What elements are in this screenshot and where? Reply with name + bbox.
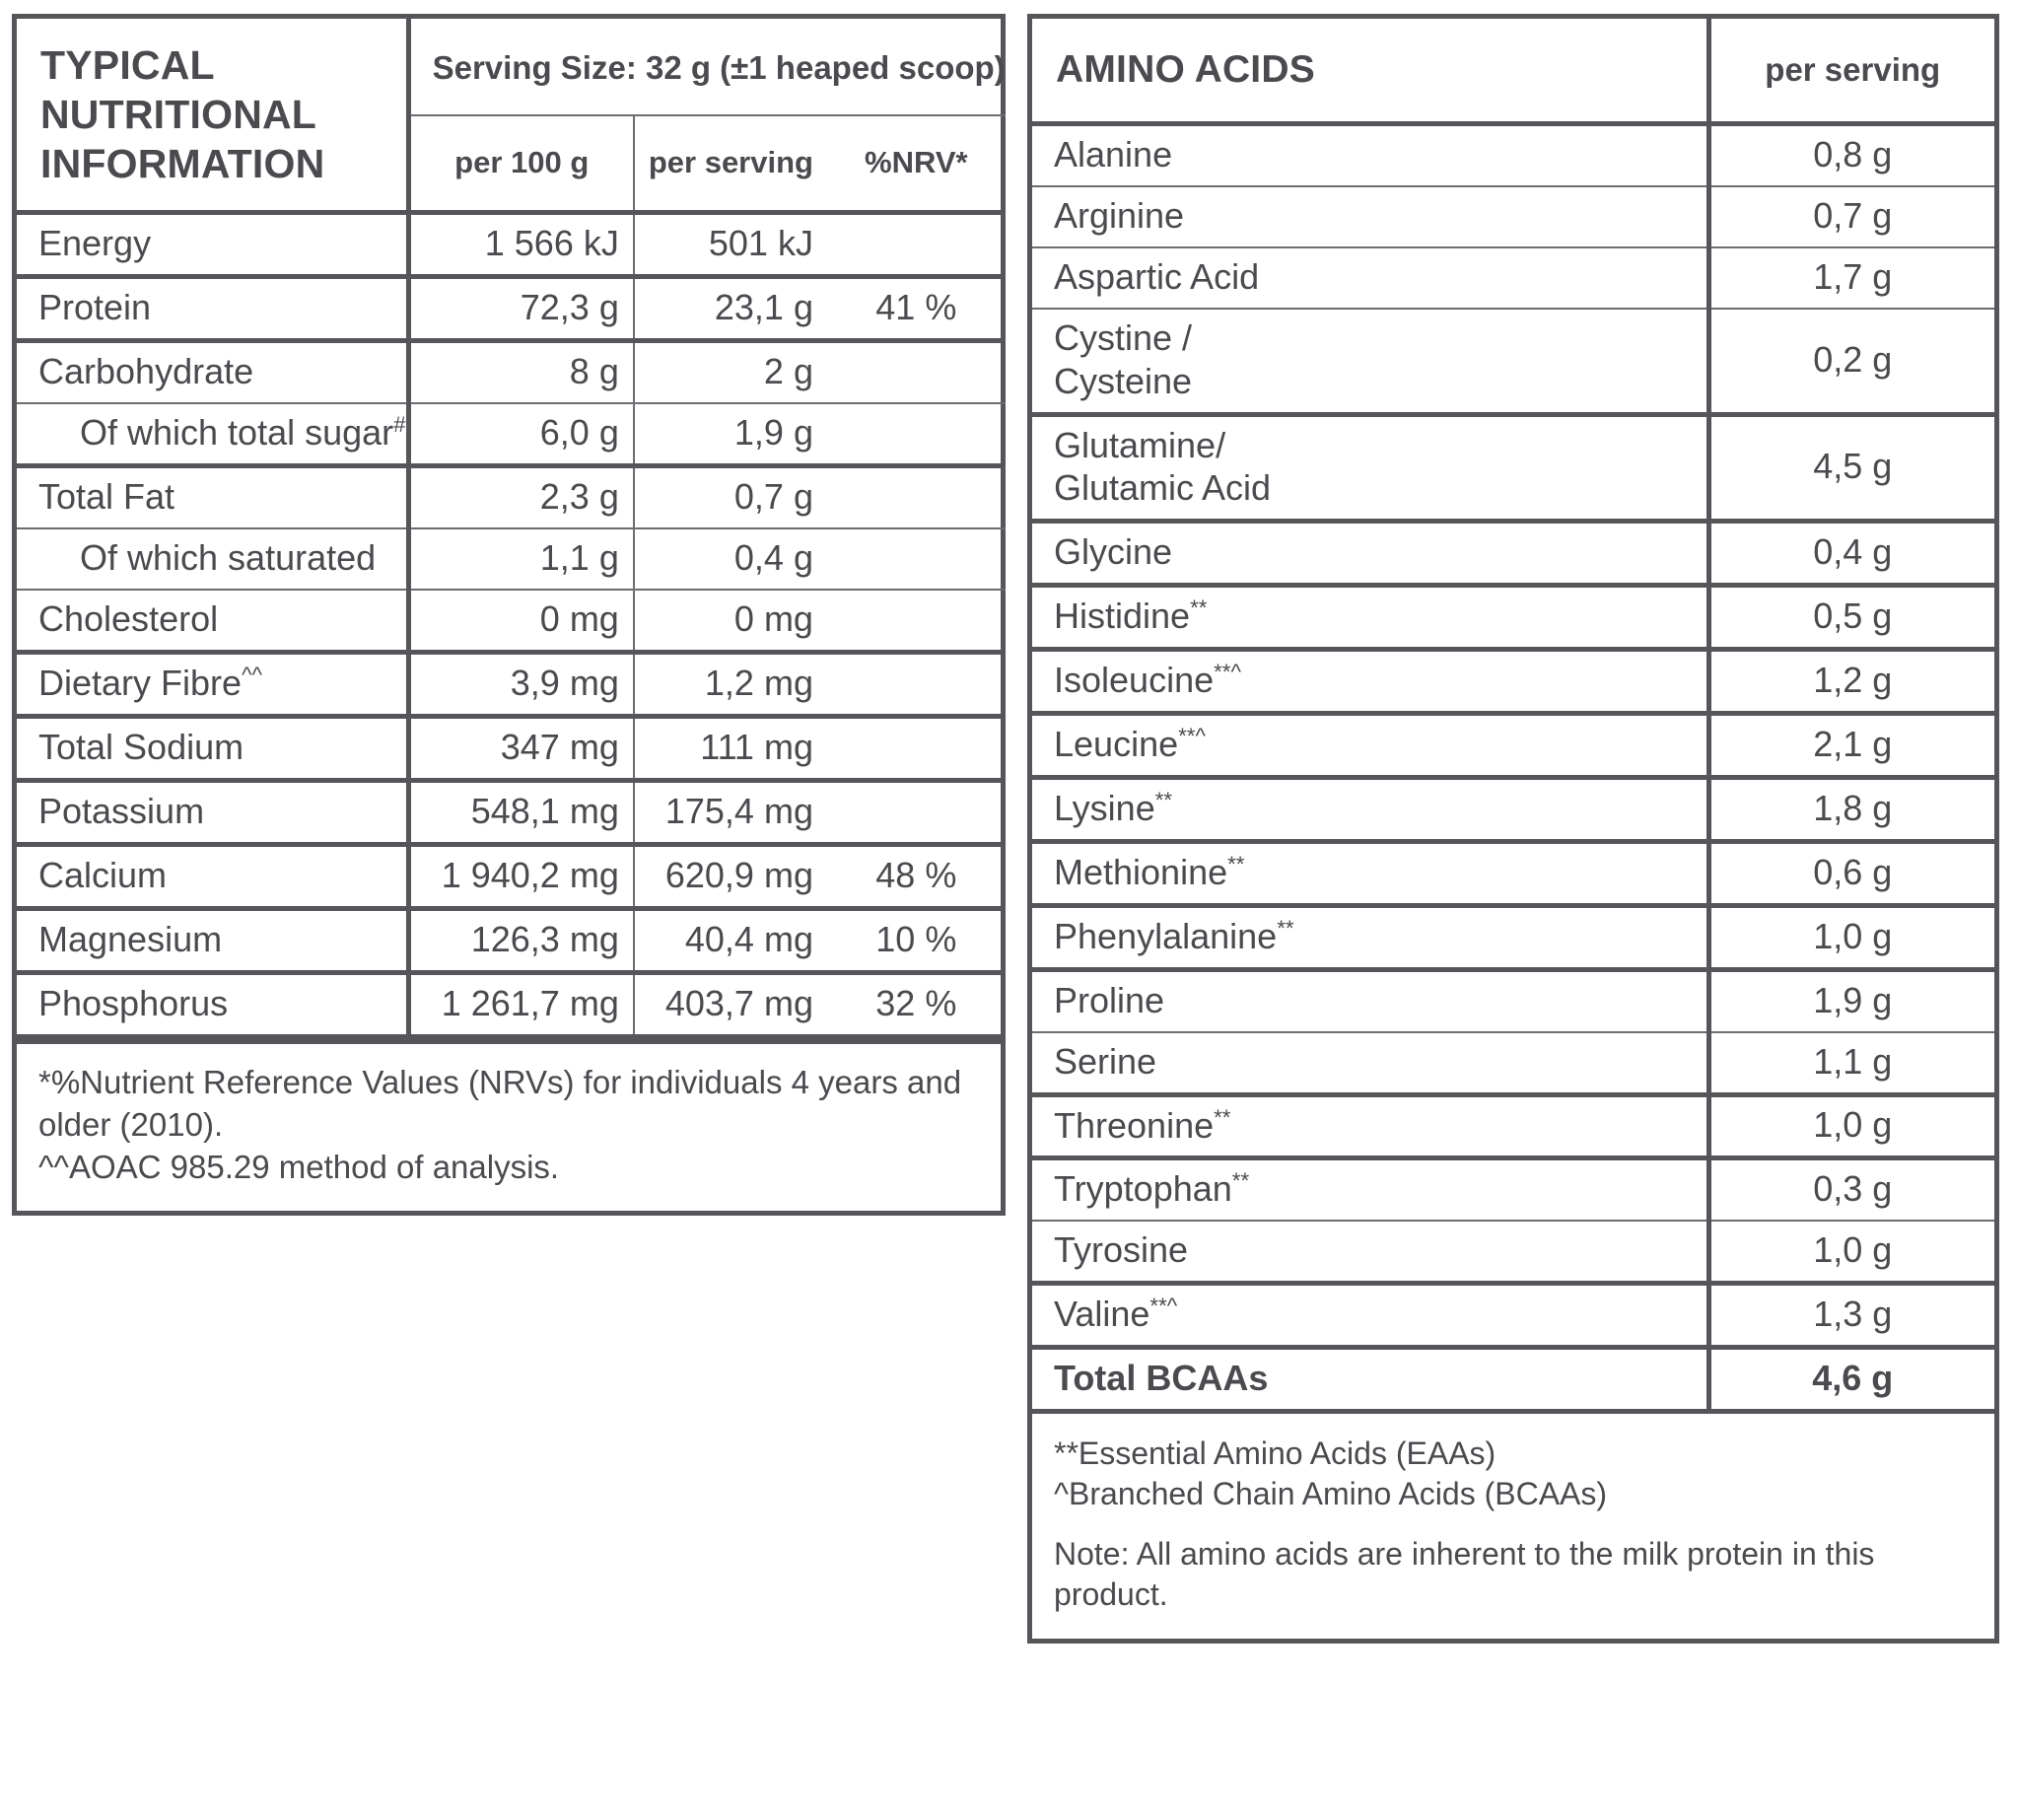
nutrient-value-nrv xyxy=(827,781,1006,845)
nutrient-value-nrv xyxy=(827,717,1006,781)
footnote-eaa: **Essential Amino Acids (EAAs) xyxy=(1054,1435,1497,1472)
nutritional-information-panel xyxy=(12,14,1006,1216)
amino-acid-value: 0,8 g xyxy=(1708,124,1994,186)
amino-acid-value: 0,4 g xyxy=(1708,522,1994,586)
table-row xyxy=(17,590,1006,653)
amino-acid-value: 1,8 g xyxy=(1708,777,1994,841)
table-row xyxy=(17,653,1006,717)
nutrient-value-per-serving: 501 kJ xyxy=(634,213,827,277)
amino-acids-footnotes xyxy=(1032,1414,1994,1639)
amino-acids-title: AMINO ACIDS xyxy=(1032,19,1708,124)
nutrient-value-nrv: 10 % xyxy=(827,909,1006,973)
table-row xyxy=(17,403,1006,466)
table-row xyxy=(17,213,1006,277)
column-header-per-100g: per 100 g xyxy=(408,115,634,210)
table-row xyxy=(17,973,1006,1037)
table-row xyxy=(1032,969,1994,1031)
amino-acid-value: 1,3 g xyxy=(1708,1284,1994,1348)
nutrient-value-per-serving: 23,1 g xyxy=(634,277,827,341)
nutrient-label: Carbohydrate xyxy=(17,341,408,404)
amino-acids-table xyxy=(1032,19,1994,1409)
amino-acids-panel xyxy=(1027,14,1999,1644)
amino-acid-value: 1,9 g xyxy=(1708,969,1994,1031)
amino-acid-name: Alanine xyxy=(1032,124,1708,186)
nutrient-value-per-100g: 8 g xyxy=(408,341,634,404)
nutrient-value-per-100g: 1,1 g xyxy=(408,528,634,590)
amino-acid-name: Histidine** xyxy=(1032,586,1708,650)
column-header-nrv: %NRV* xyxy=(865,144,968,179)
table-row xyxy=(1032,714,1994,778)
amino-acid-name: Methionine** xyxy=(1032,841,1708,905)
amino-acid-name: Leucine**^ xyxy=(1032,714,1708,778)
amino-acid-name: Serine xyxy=(1032,1032,1708,1094)
table-row xyxy=(1032,1221,1994,1283)
table-row xyxy=(1032,841,1994,905)
nutritional-information-title: TYPICAL NUTRITIONAL INFORMATION xyxy=(17,19,408,210)
amino-acid-value: 1,7 g xyxy=(1708,247,1994,309)
nutrient-label: Dietary Fibre^^ xyxy=(17,653,408,717)
nutrient-value-per-100g: 6,0 g xyxy=(408,403,634,466)
table-row xyxy=(17,528,1006,590)
table-row xyxy=(17,717,1006,781)
nutrient-label: Calcium xyxy=(17,845,408,909)
nutrient-value-per-100g: 1 566 kJ xyxy=(408,213,634,277)
footnote-nrv: *%Nutrient Reference Values (NRVs) for individuals 4 years and older (2010). xyxy=(38,1064,962,1143)
amino-acid-value: 4,5 g xyxy=(1708,414,1994,522)
nutrient-value-per-serving: 111 mg xyxy=(634,717,827,781)
nutrient-label: Total Sodium xyxy=(17,717,408,781)
table-row xyxy=(1032,1094,1994,1158)
nutrient-value-per-serving: 175,4 mg xyxy=(634,781,827,845)
table-row xyxy=(17,781,1006,845)
nutrient-value-nrv xyxy=(827,590,1006,653)
table-row xyxy=(17,909,1006,973)
amino-acid-value: 1,0 g xyxy=(1708,1094,1994,1158)
amino-acid-value: 4,6 g xyxy=(1812,1358,1894,1399)
amino-acid-name: Total BCAAs xyxy=(1032,1348,1708,1409)
nutrient-value-per-serving: 0 mg xyxy=(634,590,827,653)
amino-acid-value: 0,5 g xyxy=(1708,586,1994,650)
amino-acid-value: 1,1 g xyxy=(1708,1032,1994,1094)
table-row xyxy=(1032,905,1994,969)
footnote-aoac: ^^AOAC 985.29 method of analysis. xyxy=(38,1148,560,1185)
table-row xyxy=(1032,124,1994,186)
table-row xyxy=(1032,650,1994,714)
nutritional-information-table xyxy=(17,19,1006,1039)
table-row xyxy=(1032,186,1994,247)
amino-acid-name: Proline xyxy=(1032,969,1708,1031)
serving-size-label: Serving Size: 32 g (±1 heaped scoop) xyxy=(408,19,1006,115)
table-row xyxy=(1032,309,1994,414)
table-row xyxy=(17,277,1006,341)
amino-acid-value: 1,0 g xyxy=(1708,1221,1994,1283)
table-row xyxy=(17,341,1006,404)
amino-acid-name: Threonine** xyxy=(1032,1094,1708,1158)
nutrition-footnotes xyxy=(17,1044,1001,1211)
nutrient-label: Phosphorus xyxy=(17,973,408,1037)
table-row xyxy=(1032,1158,1994,1221)
nutrient-value-per-100g: 548,1 mg xyxy=(408,781,634,845)
table-row xyxy=(1032,586,1994,650)
nutrient-value-per-serving: 620,9 mg xyxy=(634,845,827,909)
amino-acid-name: Tryptophan** xyxy=(1032,1158,1708,1221)
nutrient-label: Of which saturated xyxy=(17,528,408,590)
table-row xyxy=(17,466,1006,529)
nutrient-value-nrv: 41 % xyxy=(827,277,1006,341)
table-row xyxy=(1032,247,1994,309)
nutrient-label: Cholesterol xyxy=(17,590,408,653)
amino-acid-name: Glutamine/ Glutamic Acid xyxy=(1032,414,1708,522)
nutrient-value-per-100g: 1 261,7 mg xyxy=(408,973,634,1037)
amino-acid-value: 0,2 g xyxy=(1708,309,1994,414)
nutrient-value-per-100g: 1 940,2 mg xyxy=(408,845,634,909)
amino-acid-value: 2,1 g xyxy=(1708,714,1994,778)
nutrient-value-nrv xyxy=(827,653,1006,717)
amino-acid-value: 0,3 g xyxy=(1708,1158,1994,1221)
amino-acid-value: 0,7 g xyxy=(1708,186,1994,247)
column-header-per-serving: per serving xyxy=(648,144,813,179)
nutrient-label: Of which total sugar# xyxy=(17,403,408,466)
nutrient-value-per-serving: 1,9 g xyxy=(634,403,827,466)
nutrient-label: Protein xyxy=(17,277,408,341)
nutrient-label: Energy xyxy=(17,213,408,277)
amino-acids-column-header: per serving xyxy=(1708,19,1994,124)
table-row xyxy=(1032,777,1994,841)
table-row xyxy=(1032,522,1994,586)
amino-acid-name: Aspartic Acid xyxy=(1032,247,1708,309)
table-row xyxy=(1032,1032,1994,1094)
nutrient-value-per-100g: 72,3 g xyxy=(408,277,634,341)
nutrient-value-per-serving: 1,2 mg xyxy=(634,653,827,717)
amino-acid-name: Valine**^ xyxy=(1032,1284,1708,1348)
amino-acid-name: Lysine** xyxy=(1032,777,1708,841)
nutrient-value-nrv xyxy=(827,213,1006,277)
table-row xyxy=(1032,414,1994,522)
nutrient-value-per-serving: 40,4 mg xyxy=(634,909,827,973)
nutrient-value-per-100g: 347 mg xyxy=(408,717,634,781)
table-row xyxy=(1032,1284,1994,1348)
amino-acids-header-row xyxy=(1032,19,1994,124)
footnote-bcaa: ^Branched Chain Amino Acids (BCAAs) xyxy=(1054,1475,1608,1511)
nutrient-value-nrv xyxy=(827,466,1006,529)
amino-acid-name: Phenylalanine** xyxy=(1032,905,1708,969)
nutrient-value-nrv: 32 % xyxy=(827,973,1006,1037)
table-row xyxy=(17,845,1006,909)
nutrient-value-nrv: 48 % xyxy=(827,845,1006,909)
amino-acid-name: Arginine xyxy=(1032,186,1708,247)
amino-acid-name: Cystine / Cysteine xyxy=(1032,309,1708,414)
nutrient-value-per-serving: 0,4 g xyxy=(634,528,827,590)
nutrient-value-per-100g: 126,3 mg xyxy=(408,909,634,973)
nutrient-label: Magnesium xyxy=(17,909,408,973)
total-bcaas-row xyxy=(1032,1348,1994,1409)
nutrient-value-nrv xyxy=(827,403,1006,466)
amino-acid-name: Glycine xyxy=(1032,522,1708,586)
nutrient-value-nrv xyxy=(827,528,1006,590)
amino-acid-value: 1,0 g xyxy=(1708,905,1994,969)
amino-acid-name: Isoleucine**^ xyxy=(1032,650,1708,714)
nutrient-value-per-serving: 403,7 mg xyxy=(634,973,827,1037)
nutrient-value-per-serving: 2 g xyxy=(634,341,827,404)
nutrient-value-per-serving: 0,7 g xyxy=(634,466,827,529)
nutrient-value-per-100g: 3,9 mg xyxy=(408,653,634,717)
nutrient-value-nrv xyxy=(827,341,1006,404)
nutrient-label: Total Fat xyxy=(17,466,408,529)
amino-acid-name: Tyrosine xyxy=(1032,1221,1708,1283)
footnote-milk: Note: All amino acids are inherent to the milk protein in this product. xyxy=(1054,1535,1875,1612)
nutrient-label: Potassium xyxy=(17,781,408,845)
amino-acid-value: 0,6 g xyxy=(1708,841,1994,905)
nutrient-value-per-100g: 0 mg xyxy=(408,590,634,653)
amino-acid-value: 1,2 g xyxy=(1708,650,1994,714)
table-header-serving-row xyxy=(17,19,1006,115)
nutrient-value-per-100g: 2,3 g xyxy=(408,466,634,529)
